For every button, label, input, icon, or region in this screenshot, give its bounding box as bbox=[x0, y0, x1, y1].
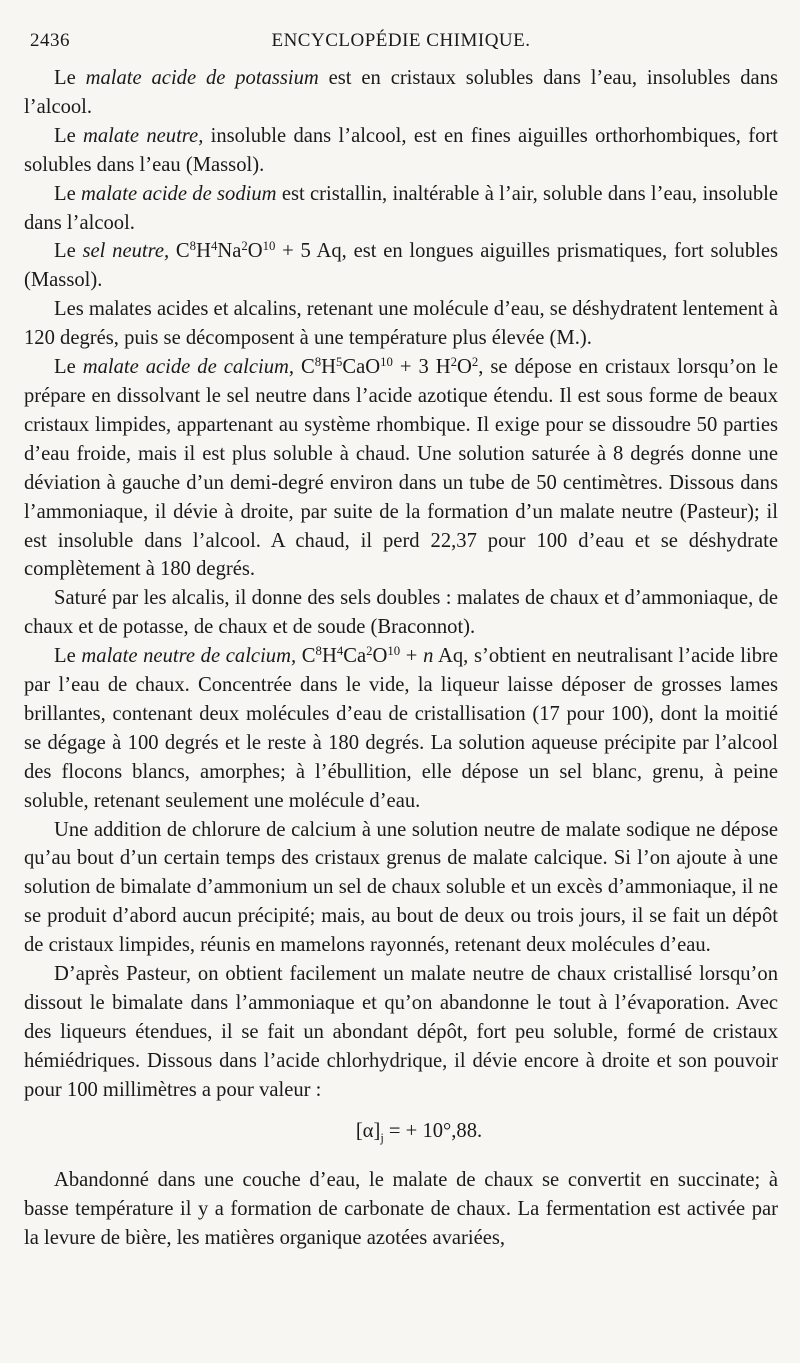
rotatory-power-formula: $[\alpha]_j$ = + 10°,88. bbox=[355, 1119, 483, 1145]
paragraph-malate-neutre: Le malate neutre, insoluble dans l’alcool, est en fines aiguilles orthorhombiques, fort solubles dans l’eau (Massol). bbox=[24, 124, 778, 176]
term-malate-neutre-calcium: malate neutre de calcium, bbox=[81, 645, 297, 668]
running-header bbox=[24, 30, 778, 60]
formula-sel-neutre: $C^8H^4Na^2O^{10} + 5$ Aq, bbox=[169, 239, 347, 263]
paragraph-malate-acide-sodium: Le malate acide de sodium est cristallin, inaltérable à l’air, soluble dans l’eau, insoluble dans l’alcool. bbox=[24, 182, 779, 234]
paragraph-malate-acide-potassium: Le malate acide de potassium est en cristaux solubles dans l’eau, insolubles dans l’alcool. bbox=[24, 67, 779, 118]
paragraph-pasteur: D’après Pasteur, on obtient facilement un malate neutre de chaux cristallisé lorsqu’on dissout le bimalate dans l’ammoniaque et qu’on abandonne le tout à l’évaporation. Avec des liqueurs étendues, il se fait un abondant dépôt, fort peu soluble, formé de cristaux hémiédriques. Dissous dans l’acide chlorhydrique, il dévie encore à droite et son pouvoir pour 100 millimètres a pour valeur : bbox=[24, 963, 778, 1101]
body-text bbox=[24, 64, 778, 1252]
term-malate-acide-calcium: malate acide de calcium, bbox=[82, 356, 295, 379]
paragraph-malate-neutre-calcium: Le malate neutre de calcium, $C^8H^4Ca^2O^{10} + n$ Aq, s’obtient en neutralisant l’acide libre par l’eau de chaux. Concentrée dans le vide, la liqueur laisse déposer de grosses lames brillantes, contenant deux molécules d’eau de cristallisation (17 pour 100), dont la moitié se dégage à 100 degrés et le reste à 180 degrés. La solution aqueuse précipite par l’alcool des flocons blancs, amorphes; à l’ébullition, elle dépose un sel blanc, grenu, à peine soluble, retenant seulement une molécule d’eau. bbox=[24, 644, 778, 812]
formula-malate-acide-calcium: $C^8H^5CaO^{10} + 3$ $H^2O^2$, bbox=[294, 355, 484, 379]
header-title: ENCYCLOPÉDIE CHIMIQUE. bbox=[271, 30, 531, 51]
page-number: 2436 bbox=[30, 30, 70, 51]
paragraph-addition-chlorure: Une addition de chlorure de calcium à une solution neutre de malate sodique ne dépose qu’au bout d’un certain temps des cristaux grenus de malate calcique. Si l’on ajoute à une solution de bimalate d’ammonium un sel de chaux soluble et un excès d’ammoniaque, il ne se produit d’abord aucun précipité; mais, au bout de deux ou trois jours, il se fait un dépôt de cristaux limpides, réunis en mamelons rayonnés, retenant deux molécules d’eau. bbox=[24, 818, 778, 957]
paragraph-malates-alcalins: Les malates acides et alcalins, retenant une molécule d’eau, se déshydratent lentement à 120 degrés, puis se décomposent à une température plus élevée (M.). bbox=[24, 298, 778, 350]
term-malate-neutre: malate neutre, bbox=[83, 124, 204, 147]
paragraph-malate-acide-calcium: Le malate acide de calcium, $C^8H^5CaO^{10} + 3$ $H^2O^2$, se dépose en cristaux lorsqu’on le prépare en dissolvant le sel neutre dans l’acide azotique étendu. Il est sous forme de beaux cristaux limpides, appartenant au système rhombique. Il exige pour se dissoudre 50 parties d’eau froide, mais il est plus soluble à chaud. Une solution saturée à 8 degrés donne une déviation à gauche d’un demi-degré environ dans un tube de 50 centimètres. Dissous dans l’ammoniaque, il dévie à droite, par suite de la formation d’un malate neutre (Pasteur); il est insoluble dans l’alcool. A chaud, il perd 22,37 pour 100 d’eau et se déshydrate complètement à 180 degrés. bbox=[24, 355, 778, 581]
paragraph-abandonne: Abandonné dans une couche d’eau, le malate de chaux se convertit en succinate; à basse température il y a formation de carbonate de chaux. La fermentation est activée par la levure de bière, les matières organique azotées avariées, bbox=[24, 1168, 778, 1249]
paragraph-sel-neutre: Le sel neutre, $C^8H^4Na^2O^{10} + 5$ Aq, est en longues aiguilles prismatiques, fort solubles (Massol). bbox=[24, 239, 778, 292]
term-sel-neutre: sel neutre, bbox=[82, 240, 170, 263]
paragraph-sature-alcalis: Saturé par les alcalis, il donne des sels doubles : malates de chaux et d’ammoniaque, de chaux et de potasse, de chaux et de soude (Braconnot). bbox=[24, 587, 778, 639]
term-malate-acide-sodium: malate acide de sodium bbox=[81, 182, 277, 205]
formula-malate-neutre-calcium: $C^8H^4Ca^2O^{10} + n$ Aq, bbox=[296, 644, 469, 668]
term-malate-acide-potassium: malate acide de potassium bbox=[85, 67, 319, 89]
